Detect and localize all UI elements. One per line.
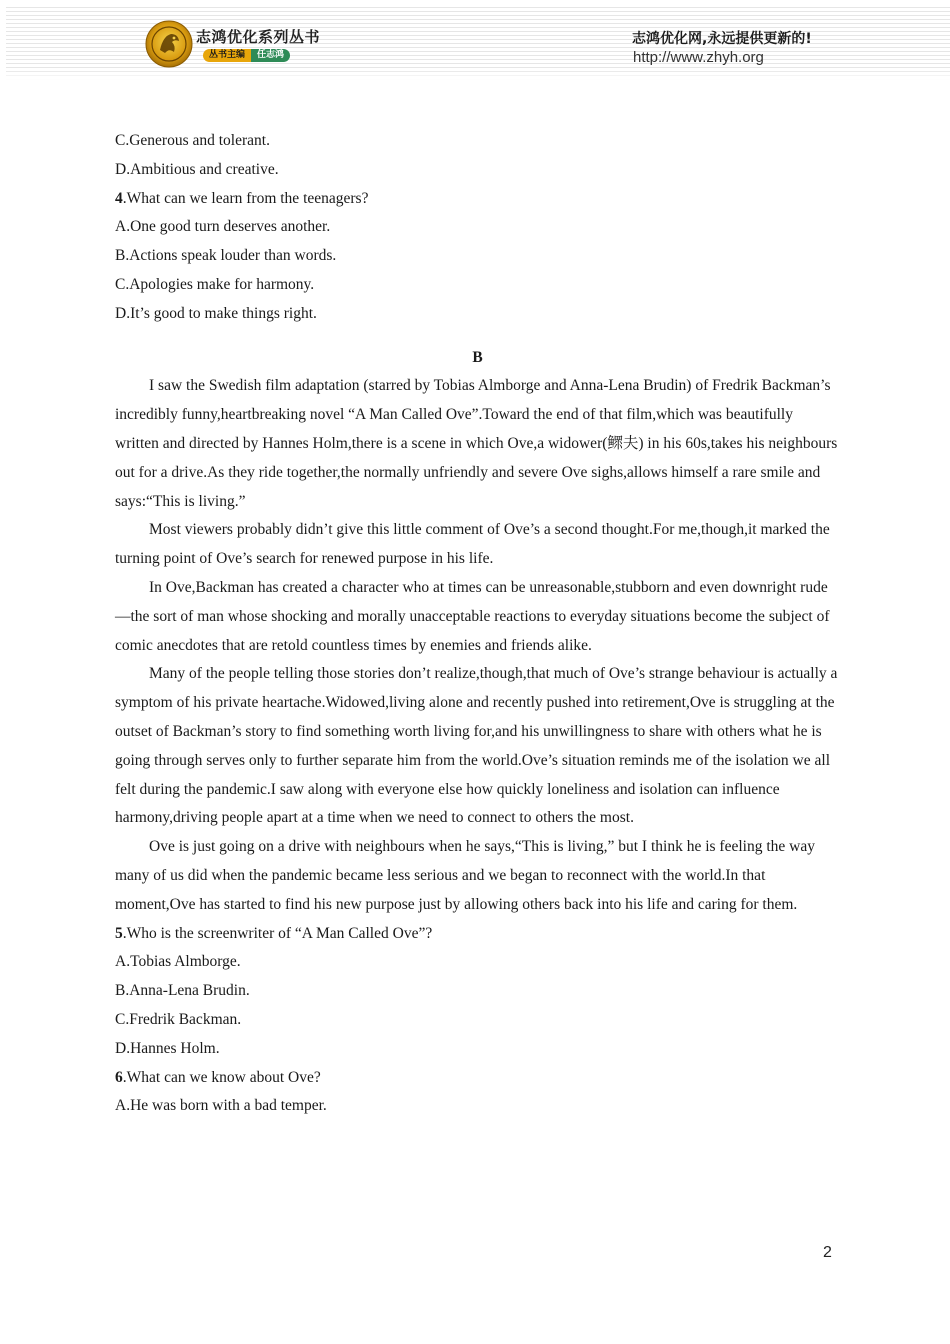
document-body [115, 127, 840, 1121]
header-url: http://www.zhyh.org [633, 49, 764, 66]
passage-paragraph: I saw the Swedish film adaptation (starred by Tobias Almborge and Anna-Lena Brudin) of Fredrik Backman’s incredibly funny,heartbreaking novel “A Man Called Ove”.Toward the end of that film,which was beautifully written and directed by Hannes Holm,there is a scene in which Ove,a widower(鳏夫) in his 60s,takes his neighbours out for a drive.As they ride together,the normally unfriendly and severe Ove sighs,allows himself a rare smile and says:“This is living.” [115, 377, 838, 510]
question-4 [115, 185, 840, 214]
option-line: B.Actions speak louder than words. [115, 247, 337, 265]
question-text: .Who is the screenwriter of “A Man Called Ove”? [122, 924, 433, 942]
question-text: .What can we learn from the teenagers? [122, 189, 369, 207]
option-line: D.Hannes Holm. [115, 1039, 220, 1057]
brand-tags [203, 49, 290, 63]
question-6 [115, 1064, 840, 1093]
publisher-emblem-icon [145, 20, 193, 68]
series-editor-tag: 丛书主编 [203, 49, 251, 62]
editor-name-tag: 任志鸿 [251, 49, 290, 62]
passage-paragraph: In Ove,Backman has created a character who at times can be unreasonable,stubborn and even downright rude—the sort of man whose shocking and morally unacceptable reactions to everyday situations become the subject of comic anecdotes that are retold countless times by enemies and friends alike. [115, 578, 830, 654]
passage-paragraph: Ove is just going on a drive with neighbours when he says,“This is living,” but I think he is feeling the way many of us did when the pandemic became less serious and we began to reconnect with the world.In that moment,Ove has started to find his new purpose just by allowing others back into his life and caring for them. [115, 838, 815, 913]
option-line: B.Anna-Lena Brudin. [115, 982, 250, 1000]
brand-title: 志鸿优化系列丛书 [196, 28, 321, 46]
option-line: D.It’s good to make things right. [115, 304, 317, 322]
passage-paragraph: Most viewers probably didn’t give this little comment of Ove’s a second thought.For me,though,it marked the turning point of Ove’s search for renewed purpose in his life. [115, 521, 830, 568]
option-line: C.Apologies make for harmony. [115, 275, 315, 293]
option-line: D.Ambitious and creative. [115, 160, 279, 178]
page-header [6, 4, 950, 80]
option-line: A.Tobias Almborge. [115, 953, 241, 971]
option-line: A.He was born with a bad temper. [115, 1097, 327, 1115]
question-number: 6 [115, 1068, 123, 1086]
header-slogan: 志鸿优化网,永远提供更新的! [632, 31, 812, 47]
option-line: C.Generous and tolerant. [115, 132, 270, 149]
question-5 [115, 920, 840, 949]
question-number: 4 [115, 189, 123, 207]
question-number: 5 [115, 924, 123, 942]
option-line: C.Fredrik Backman. [115, 1010, 242, 1028]
option-line: A.One good turn deserves another. [115, 218, 331, 236]
question-text: .What can we know about Ove? [122, 1068, 321, 1086]
passage-paragraph: Many of the people telling those stories don’t realize,though,that much of Ove’s strange behaviour is actually a symptom of his private heartache.Widowed,living alone and recently pushed into retirement,Ove is struggling at the outset of Backman’s story to find something worth living for,and his unwillingness to share with others what he is going through serves only to further separate him from the world.Ove’s situation reminds me of the isolation we all felt during the pandemic.I saw along with everyone else how quickly loneliness and isolation can influence harmony,driving people apart at a time when we need to connect to others the most. [115, 665, 838, 827]
page-number: 2 [823, 1244, 832, 1261]
section-title: B [472, 348, 483, 366]
